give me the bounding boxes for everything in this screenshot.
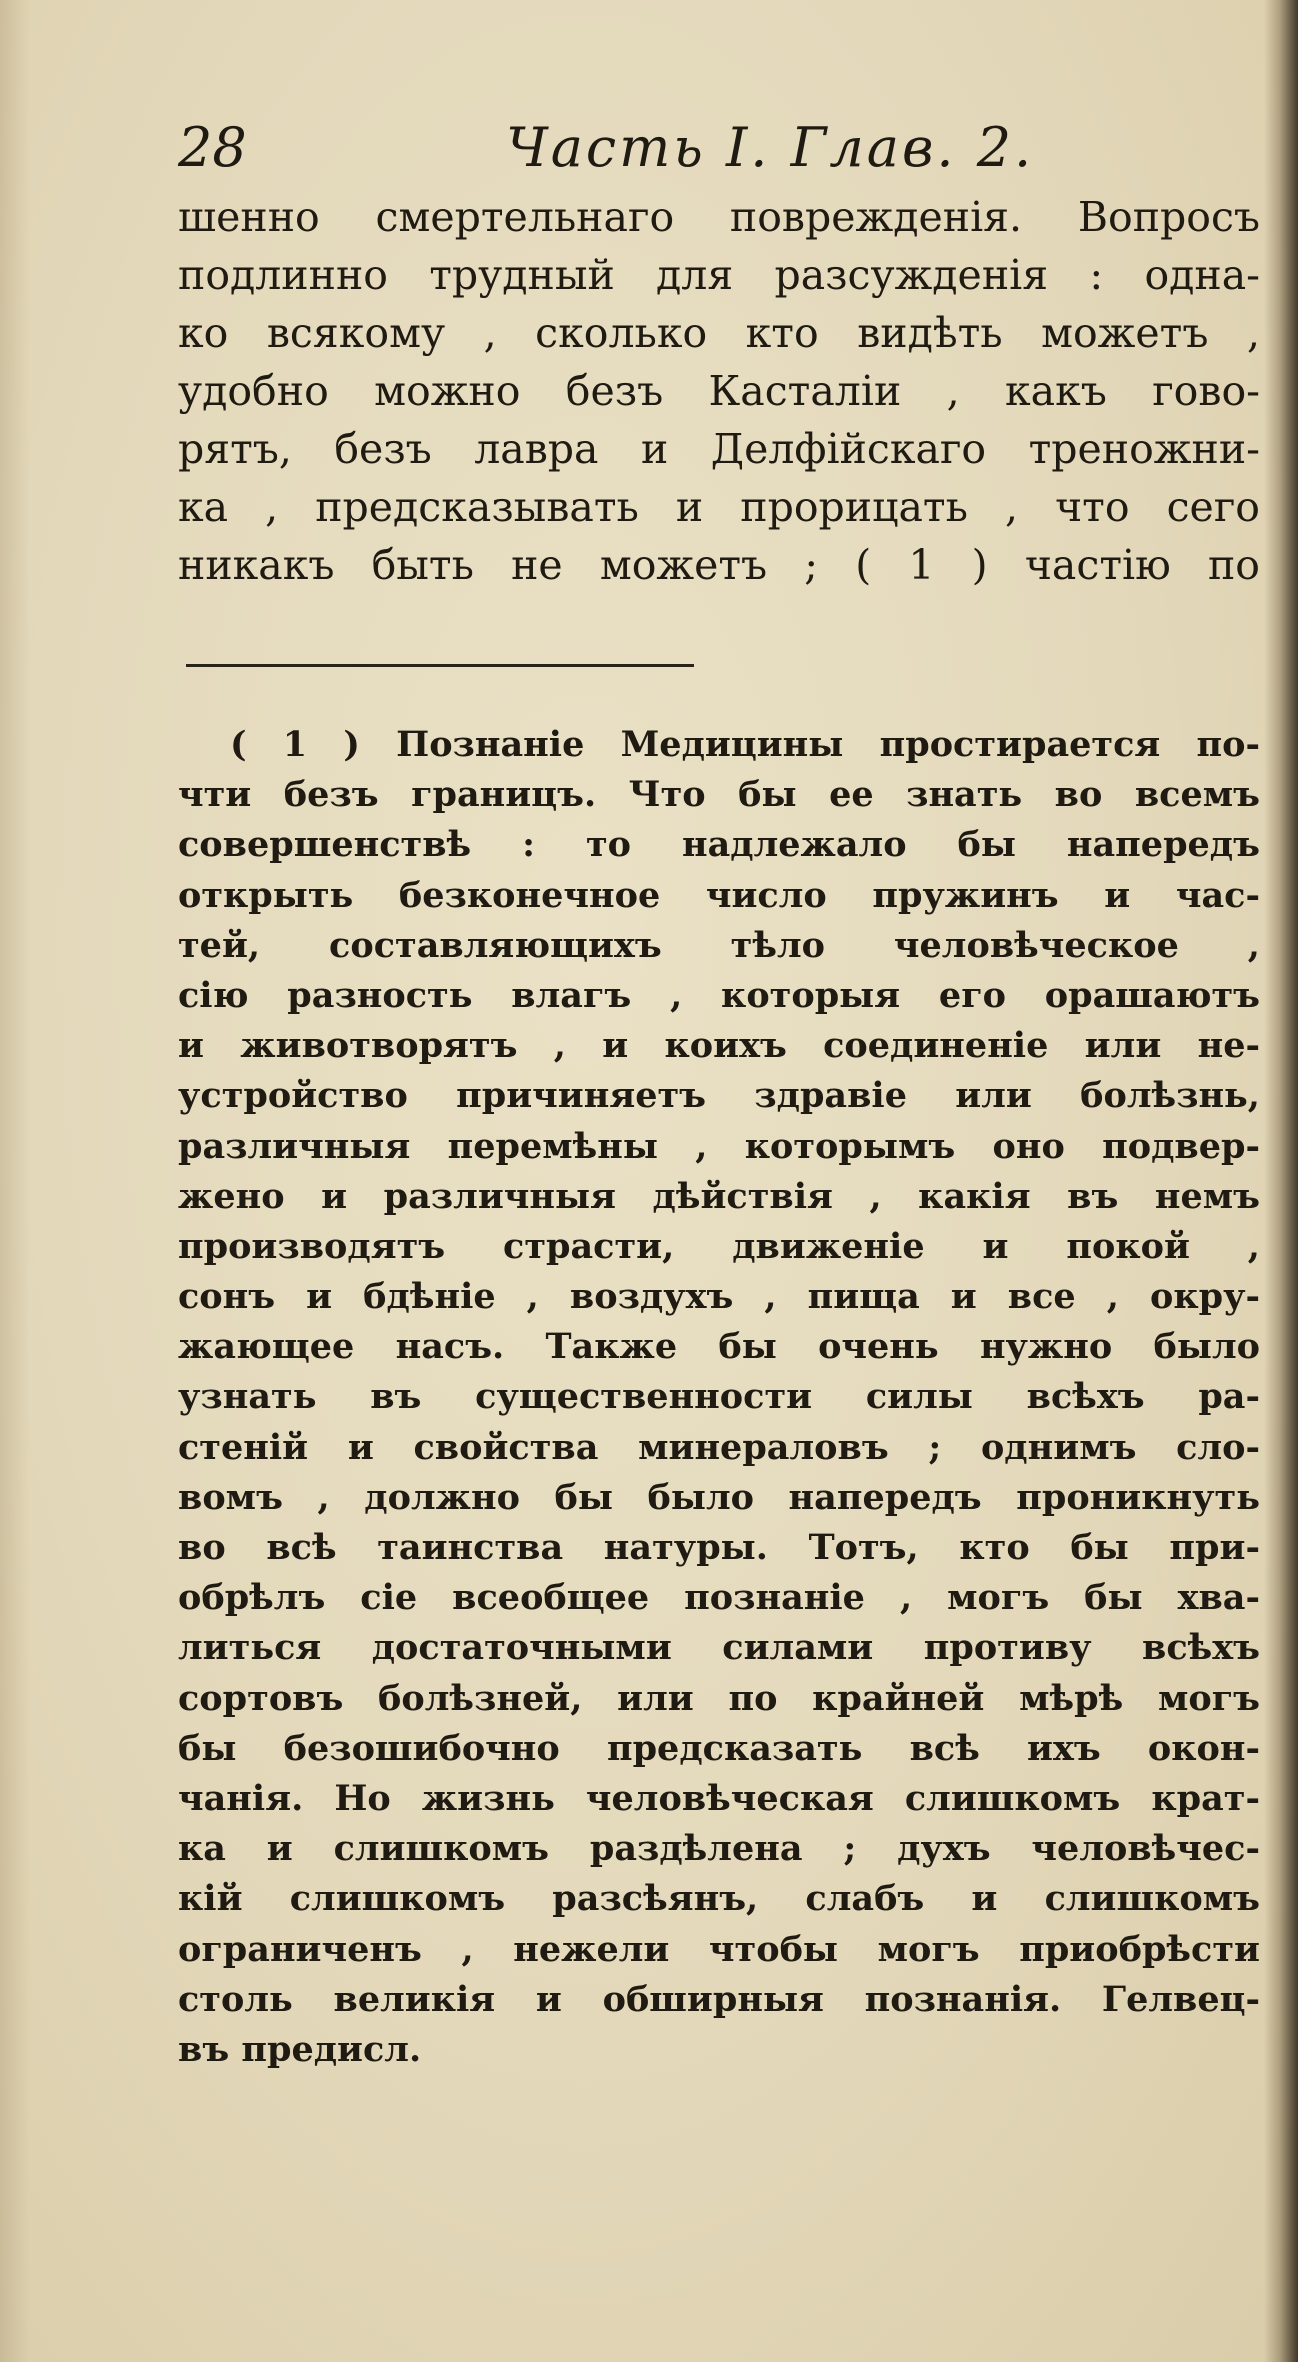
footnote-line: открыть безконечное число пружинъ и час- xyxy=(178,874,1260,916)
page-number: 28 xyxy=(178,116,247,179)
footnote-line: сонъ и бдѣніе , воздухъ , пища и все , окру- xyxy=(178,1276,1260,1318)
footnote-line: устройство причиняетъ здравіе или болѣзнь, xyxy=(178,1075,1260,1117)
footnote-line: стеній и свойства минераловъ ; однимъ сло- xyxy=(178,1426,1260,1468)
footnote-line: ка и слишкомъ раздѣлена ; духъ человѣчес- xyxy=(178,1828,1260,1870)
footnote-line: сортовъ болѣзней, или по крайней мѣрѣ могъ xyxy=(178,1677,1260,1719)
main-text-line: ко всякому , сколько кто видѣть можетъ , xyxy=(178,309,1260,357)
main-text-line: ка , предсказывать и прорицать , что сего xyxy=(178,483,1260,531)
footnote-line: чти безъ границъ. Что бы ее знать во всемъ xyxy=(178,774,1260,816)
main-text-line: никакъ быть не можетъ ; ( 1 ) частію по xyxy=(178,541,1260,589)
footnote-line: жающее насъ. Также бы очень нужно было xyxy=(178,1326,1260,1368)
footnote-line: ограниченъ , нежели чтобы могъ приобрѣсти xyxy=(178,1928,1260,1970)
main-text-line: рятъ, безъ лавра и Делфійскаго треножни- xyxy=(178,425,1260,473)
footnote-line: вомъ , должно бы было напередъ проникнуть xyxy=(178,1476,1260,1518)
footnote-line: совершенствѣ : то надлежало бы напередъ xyxy=(178,824,1260,866)
footnote-line: и животворятъ , и коихъ соединеніе или не- xyxy=(178,1025,1260,1067)
footnote-line: ( 1 ) Познаніе Медицины простирается по- xyxy=(230,724,1260,765)
main-text-line: удобно можно безъ Касталіи , какъ гово- xyxy=(178,367,1260,415)
footnote-line: различныя перемѣны , которымъ оно подвер- xyxy=(178,1125,1260,1167)
footnote-line: столь великія и обширныя познанія. Гелвец- xyxy=(178,1978,1260,2020)
main-text-line: шенно смертельнаго поврежденія. Вопросъ xyxy=(178,193,1260,241)
footnote-rule xyxy=(186,664,694,667)
footnote-line: литься достаточными силами противу всѣхъ xyxy=(178,1627,1260,1669)
page-edge-shadow xyxy=(1264,0,1298,2362)
running-head: Часть I. Глав. 2. xyxy=(506,116,1035,179)
footnote-line: производятъ страсти, движеніе и покой , xyxy=(178,1225,1260,1267)
footnote-line: бы безошибочно предсказать всѣ ихъ окон- xyxy=(178,1727,1260,1769)
page-gutter-shadow xyxy=(0,0,30,2362)
footnote-line: обрѣлъ сіе всеобщее познаніе , могъ бы хва- xyxy=(178,1577,1260,1619)
footnote-line: кій слишкомъ разсѣянъ, слабъ и слишкомъ xyxy=(178,1878,1260,1920)
footnote-line: жено и различныя дѣйствія , какія въ немъ xyxy=(178,1175,1260,1217)
footnote-line: чанія. Но жизнь человѣческая слишкомъ крат- xyxy=(178,1777,1260,1819)
footnote-line: во всѣ таинства натуры. Тотъ, кто бы при- xyxy=(178,1527,1260,1568)
footnote-line: тей, составляющихъ тѣло человѣческое , xyxy=(178,924,1260,966)
footnote-line: сію разность влагъ , которыя его орашаютъ xyxy=(178,974,1260,1016)
footnote-line: въ предисл. xyxy=(178,2028,422,2070)
footnote xyxy=(178,720,1260,2075)
main-text xyxy=(178,188,1260,594)
page-header xyxy=(178,108,1258,188)
main-text-line: подлинно трудный для разсужденія : одна- xyxy=(178,251,1260,299)
footnote-line: узнать въ существенности силы всѣхъ ра- xyxy=(178,1376,1260,1418)
